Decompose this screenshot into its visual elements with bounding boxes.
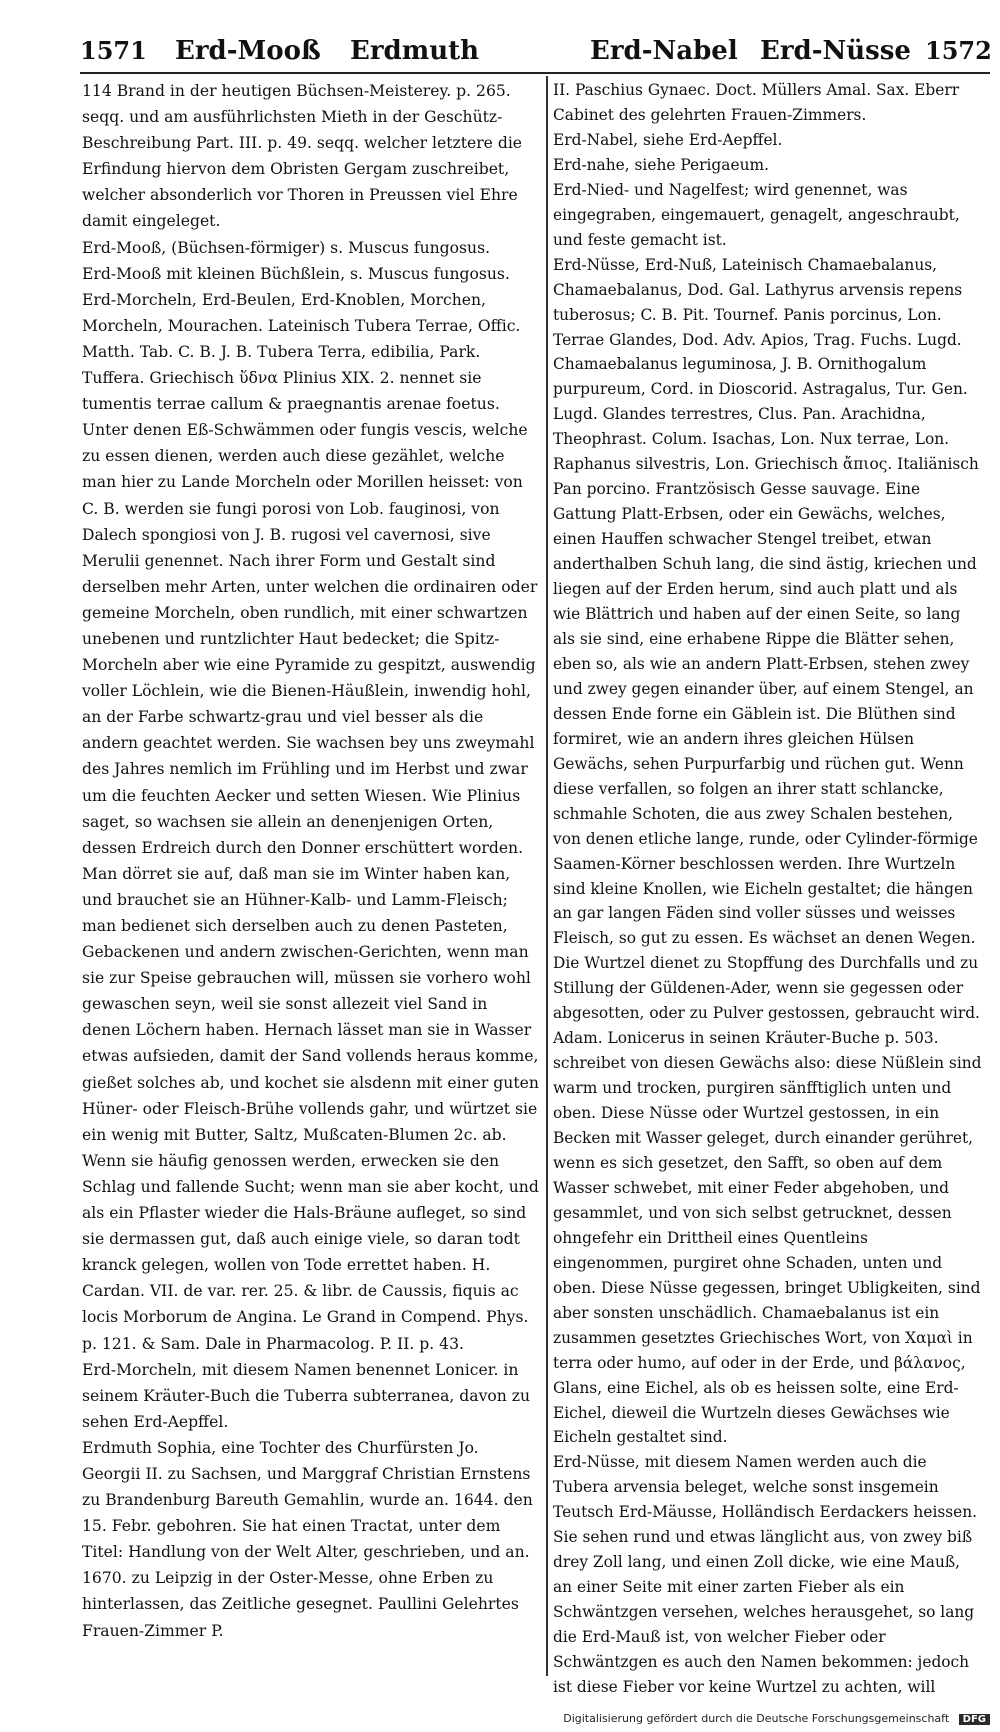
left-column [82,78,540,1644]
credit-text: Digitalisierung gefördert durch die Deutsche Forschungsgemeinschaft [563,1712,950,1725]
entry-paragraph: Erd-Morcheln, mit diesem Namen benennet Lonicer. in seinem Kräuter-Buch die Tuberra subterranea, davon zu sehen Erd-Aepffel. [82,1360,531,1431]
entry-paragraph: Erd-Nüsse, mit diesem Namen werden auch die Tubera arvensia beleget, welche sonst insgemein Teutsch Erd-Mäusse, Holländisch Eerdackers heissen. Sie sehen rund und etwas länglicht aus, von zwey biß drey Zoll lang, und einen Zoll dicke, wie eine Mauß, an einer Seite mit einer zarten Fieber als ein Schwäntzgen versehen, welches herausgehet, so lang die Erd-Mauß ist, von welcher Fieber oder Schwäntzgen es auch den Namen bekommen: jedoch ist diese Fieber vor keine Wurtzel zu achten, will [553,1453,978,1696]
column-divider [546,76,548,1676]
entry-paragraph: Erd-Nabel, siehe Erd-Aepffel. [553,130,783,149]
dfg-logo: DFG [959,1714,990,1725]
entry-paragraph: II. Paschius Gynaec. Doct. Müllers Amal. Sax. Eberr Cabinet des gelehrten Frauen-Zimmers. [553,81,960,124]
entry-paragraph: Erd-Morcheln, Erd-Beulen, Erd-Knoblen, Morchen, Morcheln, Mourachen. Lateinisch Tubera Terrae, Offic. Matth. Tab. C. B. J. B. Tubera Terra, edibilia, Park. Tuffera. Griechisch ὕδνα Plinius XIX. 2. nennet sie tumentis terrae callum & praegnantis arenae foetus. Unter denen Eß-Schwämmen oder fungis vescis, welche zu essen dienen, werden auch diese gezählet, welche man hier zu Lande Morcheln oder Morillen heisset: von C. B. werden sie fungi porosi von Lob. fauginosi, von Dalech spongiosi von J. B. rugosi vel cavernosi, sive Merulii genennet. Nach ihrer Form und Gestalt sind derselben mehr Arten, unter welchen die ordinairen oder gemeine Morcheln, oben rundlich, mit einer schwartzen unebenen und runtzlichter Haut bedecket; die Spitz-Morcheln aber wie eine Pyramide zu gespitzt, auswendig voller Löchlein, wie die Bienen-Häußlein, inwendig hohl, an der Farbe schwartz-grau und viel besser als die andern geachtet werden. Sie wachsen bey uns zweymahl des Jahres nemlich im Frühling und im Herbst und zwar um die feuchten Aecker und setten Wiesen. Wie Plinius saget, so wachsen sie allein an denenjenigen Orten, dessen Erdreich durch den Donner erschüttert worden. Man dörret sie auf, daß man sie im Winter haben kan, und brauchet sie an Hühner-Kalb- und Lamm-Fleisch; man bedienet sich derselben auch zu denen Pasteten, Gebackenen und andern zwischen-Gerichten, wenn man sie zur Speise gebrauchen will, müssen sie vorhero wohl gewaschen seyn, weil sie sonst allezeit viel Sand in denen Löchern haben. Hernach lässet man sie in Wasser etwas aufsieden, damit der Sand vollends heraus komme, gießet solches ab, und kochet sie alsdenn mit einer guten Hüner- oder Fleisch-Brühe vollends gahr, und würtzet sie ein wenig mit Butter, Saltz, Mußcaten-Blumen 2c. ab. Wenn sie häufig genossen werden, erwecken sie den Schlag und fallende Sucht; wenn man sie aber kocht, und als ein Pflaster wieder die Hals-Bräune aufleget, so sind sie dermassen gut, daß auch einige viele, so daran todt kranck gelegen, wollen von Tode errettet haben. H. Cardan. VII. de var. rer. 25. & libr. de Caussis, fiquis ac locis Morborum de Angina. Le Grand in Compend. Phys. p. 121. & Sam. Dale in Pharmacolog. P. II. p. 43. [82,290,539,1353]
page-number-right: 1572 [925,36,992,65]
entry-paragraph: Erd-Nied- und Nagelfest; wird genennet, was eingegraben, eingemauert, genagelt, angeschraubt, und feste gemacht ist. [553,180,960,249]
header-keyword-2: Erdmuth [350,36,480,66]
digitization-credit [0,1712,990,1725]
header-rule [80,72,990,74]
entry-paragraph: Erd-Nüsse, Erd-Nuß, Lateinisch Chamaebalanus, Chamaebalanus, Dod. Gal. Lathyrus arvensis repens tuberosus; C. B. Pit. Tournef. Panis porcinus, Lon. Terrae Glandes, Dod. Adv. Apios, Trag. Fuchs. Lugd. Chamaebalanus leguminosa, J. B. Ornithogalum purpureum, Cord. in Dioscorid. Astragalus, Tur. Gen. Lugd. Glandes terrestres, Clus. Pan. Arachidna, Theophrast. Colum. Isachas, Lon. Nux terrae, Lon. Raphanus silvestris, Lon. Griechisch ἄπιος. Italiänisch Pan porcino. Frantzösisch Gesse sauvage. Eine Gattung Platt-Erbsen, oder ein Gewächs, welches, einen Hauffen schwacher Stengel treibet, etwan anderthalben Schuh lang, die sind ästig, kriechen und liegen auf der Erden herum, sind auch platt und als wie Blättrich und haben auf der einen Seite, so lang als sie sind, eine erhabene Rippe die Blätter sehen, eben so, als wie an andern Platt-Erbsen, stehen zwey und zwey gegen einander über, auf einem Stengel, an dessen Ende forne ein Gäblein ist. Die Blüthen sind formiret, wie an andern ihres gleichen Hülsen Gewächs, sehen Purpurfarbig und rüchen gut. Wenn diese verfallen, so folgen an ihrer statt schlancke, schmahle Schoten, die aus zwey Schalen bestehen, von denen etliche lange, runde, oder Cylinder-förmige Saamen-Körner beschlossen werden. Ihre Wurtzeln sind kleine Knollen, wie Eicheln gestaltet; die hängen an gar langen Fäden sind voller süsses und weisses Fleisch, so gut zu essen. Es wächset an denen Wegen. Die Wurtzel dienet zu Stopffung des Durchfalls und zu Stillung der Güldenen-Ader, wenn sie gegessen oder abgesotten, oder zu Pulver gestossen, gebraucht wird. Adam. Lonicerus in seinen Kräuter-Buche p. 503. schreibet von diesen Gewächs also: diese Nüßlein sind warm und trocken, purgiren sänfftiglich unten und oben. Diese Nüsse oder Wurtzel gestossen, in ein Becken mit Wasser geleget, durch einander gerühret, wenn es sich gesetzet, den Safft, so oben auf dem Wasser schwebet, mit einer Feder abgehoben, und gesammlet, und von sich selbst getrucknet, dessen ohngefehr ein Drittheil eines Quentleins eingenommen, purgiret ohne Schaden, unten und oben. Diese Nüsse gegessen, bringet Ubligkeiten, sind aber sonsten unschädlich. Chamaebalanus ist ein zusammen gesetztes Griechisches Wort, von Χαμαὶ in terra oder humo, auf oder in der Erde, und βάλανος, Glans, eine Eichel, als ob es heissen solte, eine Erd-Eichel, dieweil die Wurtzeln dieses Gewächses wie Eicheln gestaltet sind. [553,255,982,1447]
header-keyword-4: Erd-Nüsse [760,36,911,66]
entry-paragraph: Erd-nahe, siehe Perigaeum. [553,155,769,174]
entry-paragraph: Erdmuth Sophia, eine Tochter des Churfürsten Jo. Georgii II. zu Sachsen, und Marggraf Christian Ernstens zu Brandenburg Bareuth Gemahlin, wurde an. 1644. den 15. Febr. gebohren. Sie hat einen Tractat, unter dem Titel: Handlung von der Welt Alter, geschrieben, und an. 1670. zu Leipzig in der Oster-Messe, ohne Erben zu hinterlassen, das Zeitliche gesegnet. Paullini Gelehrtes Frauen-Zimmer P. [82,1438,533,1640]
entry-paragraph: Erd-Mooß, (Büchsen-förmiger) s. Muscus fungosus. [82,238,491,257]
right-column [553,78,983,1700]
header-keyword-1: Erd-Mooß [175,36,321,66]
page-number-left: 1571 [80,36,147,65]
entry-paragraph: 114 Brand in der heutigen Büchsen-Meisterey. p. 265. seqq. und am ausführlichsten Mieth in der Geschütz-Beschreibung Part. III. p. 49. seqq. welcher letztere die Erfindung hiervon dem Obristen Gergam zuschreibet, welcher absonderlich vor Thoren in Preussen viel Ehre damit eingeleget. [82,82,523,231]
running-header [80,30,990,72]
header-keyword-3: Erd-Nabel [590,36,738,66]
entry-paragraph: Erd-Mooß mit kleinen Büchßlein, s. Muscus fungosus. [82,264,510,283]
